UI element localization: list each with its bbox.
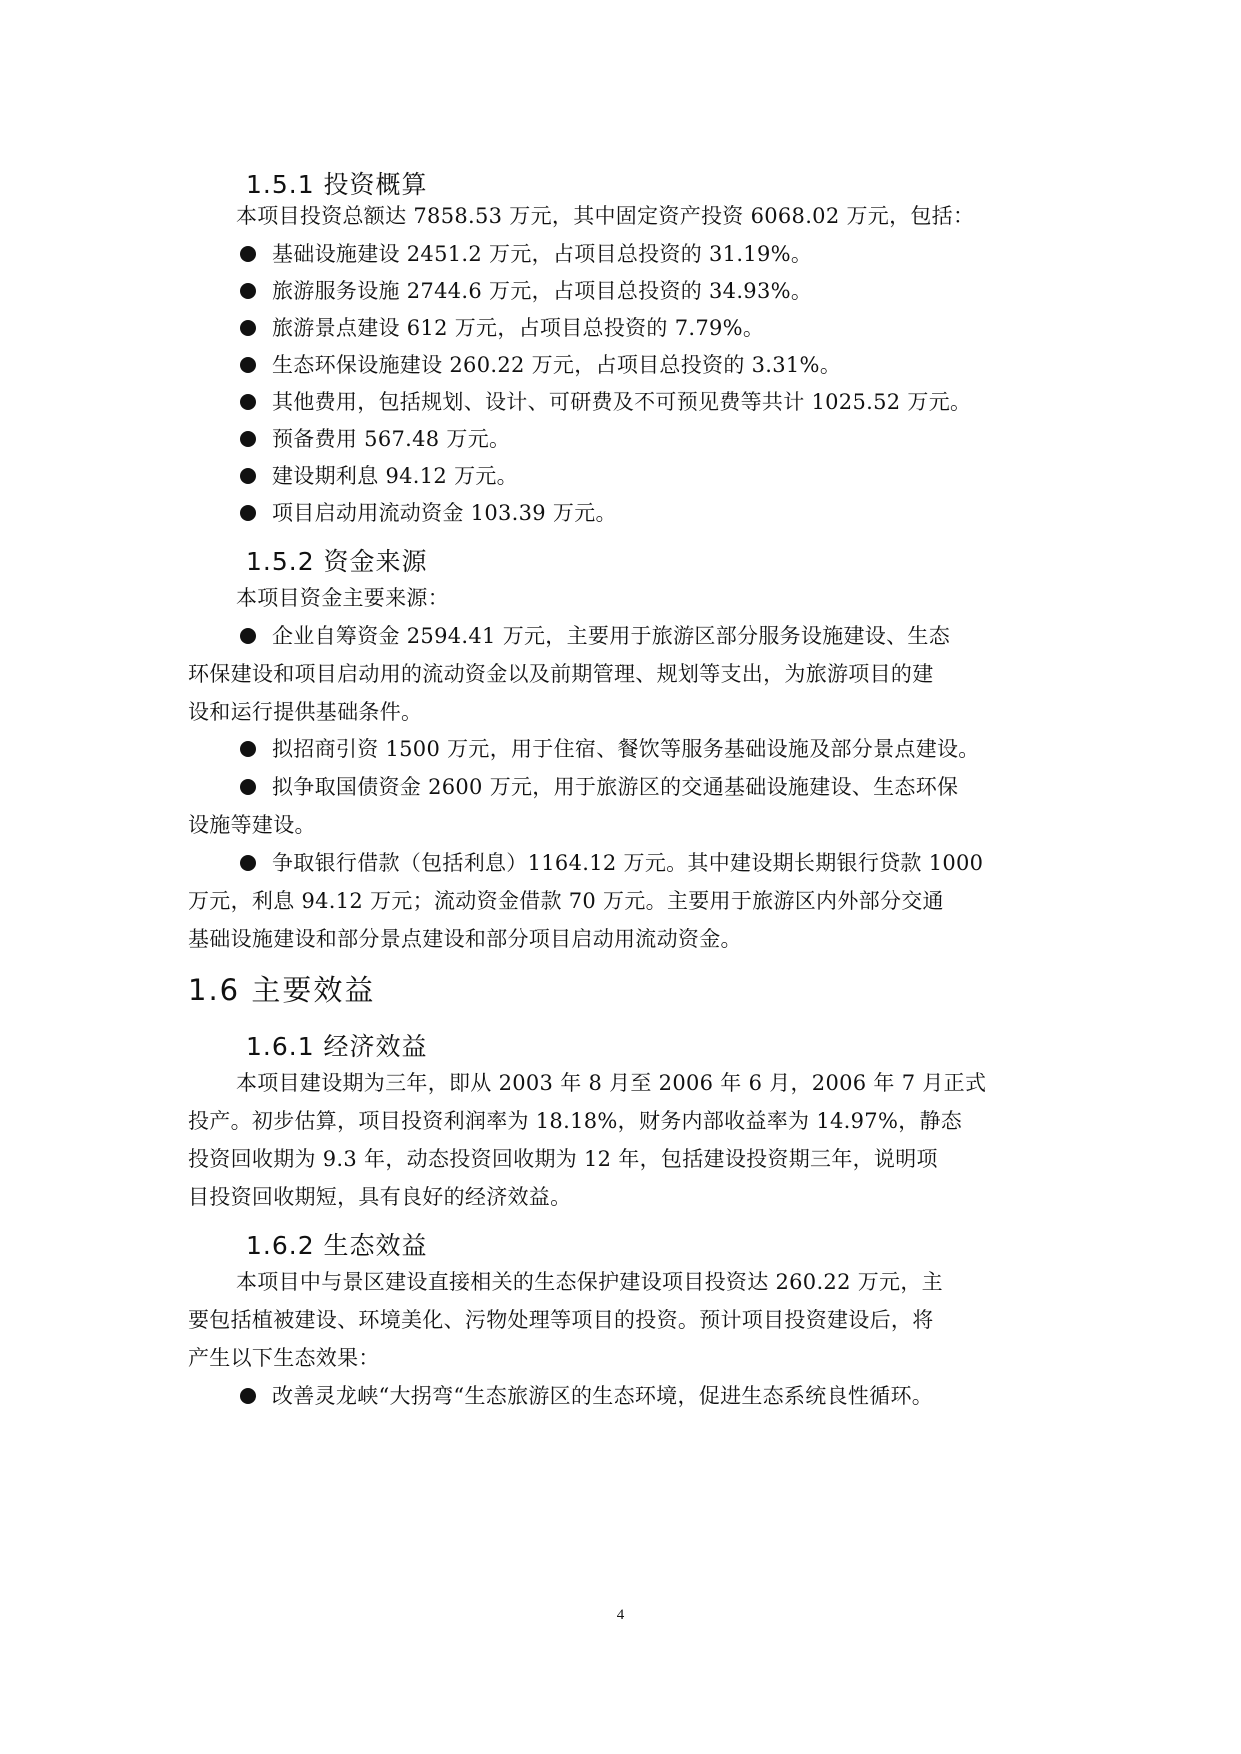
bullet-paragraph-line	[240, 620, 950, 650]
bullet-icon	[240, 394, 256, 410]
paragraph-line: 基础设施建设和部分景点建设和部分项目启动用流动资金。	[188, 927, 742, 951]
bullet-item	[240, 1380, 933, 1410]
bullet-item	[240, 275, 812, 305]
paragraph-line: 本项目中与景区建设直接相关的生态保护建设项目投资达 260.22 万元，主	[236, 1270, 943, 1294]
bullet-icon	[240, 468, 256, 484]
bullet-text: 旅游服务设施 2744.6 万元，占项目总投资的 34.93%。	[272, 279, 813, 303]
paragraph-line: 环保建设和项目启动用的流动资金以及前期管理、规划等支出，为旅游项目的建	[188, 662, 934, 686]
bullet-item	[240, 349, 841, 379]
page-number: 4	[616, 1607, 625, 1623]
bullet-paragraph-line	[240, 847, 983, 877]
section-heading-1-6: 1.6 主要效益	[188, 973, 376, 1007]
section-heading-1-6-2: 1.6.2 生态效益	[246, 1231, 428, 1260]
bullet-text: 生态环保设施建设 260.22 万元，占项目总投资的 3.31%。	[272, 353, 842, 377]
bullet-icon	[240, 431, 256, 447]
bullet-text: 其他费用，包括规划、设计、可研费及不可预见费等共计 1025.52 万元。	[272, 390, 972, 414]
bullet-icon	[240, 283, 256, 299]
bullet-text: 预备费用 567.48 万元。	[272, 427, 511, 451]
bullet-item	[240, 460, 518, 490]
bullet-icon	[240, 320, 256, 336]
bullet-text: 企业自筹资金 2594.41 万元，主要用于旅游区部分服务设施建设、生态	[272, 624, 950, 648]
bullet-text: 争取银行借款（包括利息）1164.12 万元。其中建设期长期银行贷款 1000	[272, 851, 984, 875]
bullet-text: 拟争取国债资金 2600 万元，用于旅游区的交通基础设施建设、生态环保	[272, 775, 959, 799]
bullet-text: 改善灵龙峡“大拐弯“生态旅游区的生态环境，促进生态系统良性循环。	[272, 1384, 934, 1408]
bullet-paragraph-line	[240, 771, 958, 801]
bullet-item	[240, 238, 812, 268]
bullet-text: 基础设施建设 2451.2 万元，占项目总投资的 31.19%。	[272, 242, 813, 266]
bullet-item	[240, 423, 510, 453]
bullet-paragraph-line	[240, 733, 980, 763]
bullet-icon	[240, 246, 256, 262]
paragraph-line: 产生以下生态效果：	[188, 1346, 380, 1370]
bullet-text: 旅游景点建设 612 万元，占项目总投资的 7.79%。	[272, 316, 765, 340]
paragraph-line: 本项目建设期为三年，即从 2003 年 8 月至 2006 年 6 月，2006 年 7 月正式	[236, 1071, 987, 1095]
paragraph-line: 投产。初步估算，项目投资利润率为 18.18%，财务内部收益率为 14.97%，静态	[188, 1109, 963, 1133]
section-heading-1-6-1: 1.6.1 经济效益	[246, 1032, 428, 1061]
bullet-icon	[240, 505, 256, 521]
bullet-item	[240, 497, 617, 527]
section-heading-1-5-2: 1.5.2 资金来源	[246, 547, 428, 576]
bullet-icon	[240, 1388, 256, 1404]
bullet-item	[240, 386, 971, 416]
bullet-icon	[240, 628, 256, 644]
bullet-icon	[240, 741, 256, 757]
bullet-text: 项目启动用流动资金 103.39 万元。	[272, 501, 617, 525]
paragraph-line: 目投资回收期短，具有良好的经济效益。	[188, 1185, 572, 1209]
bullet-item	[240, 312, 764, 342]
section-heading-1-5-1: 1.5.1 投资概算	[246, 170, 428, 199]
paragraph-line: 万元，利息 94.12 万元；流动资金借款 70 万元。主要用于旅游区内外部分交通	[188, 889, 944, 913]
paragraph-intro: 本项目投资总额达 7858.53 万元，其中固定资产投资 6068.02 万元，包括：	[236, 204, 975, 228]
paragraph-line: 投资回收期为 9.3 年，动态投资回收期为 12 年，包括建设投资期三年，说明项	[188, 1147, 938, 1171]
bullet-icon	[240, 855, 256, 871]
bullet-text: 建设期利息 94.12 万元。	[272, 464, 518, 488]
bullet-icon	[240, 779, 256, 795]
bullet-text: 拟招商引资 1500 万元，用于住宿、餐饮等服务基础设施及部分景点建设。	[272, 737, 980, 761]
paragraph-intro: 本项目资金主要来源：	[236, 586, 449, 610]
paragraph-line: 要包括植被建设、环境美化、污物处理等项目的投资。预计项目投资建设后，将	[188, 1308, 934, 1332]
bullet-icon	[240, 357, 256, 373]
paragraph-line: 设和运行提供基础条件。	[188, 700, 423, 724]
paragraph-line: 设施等建设。	[188, 813, 316, 837]
